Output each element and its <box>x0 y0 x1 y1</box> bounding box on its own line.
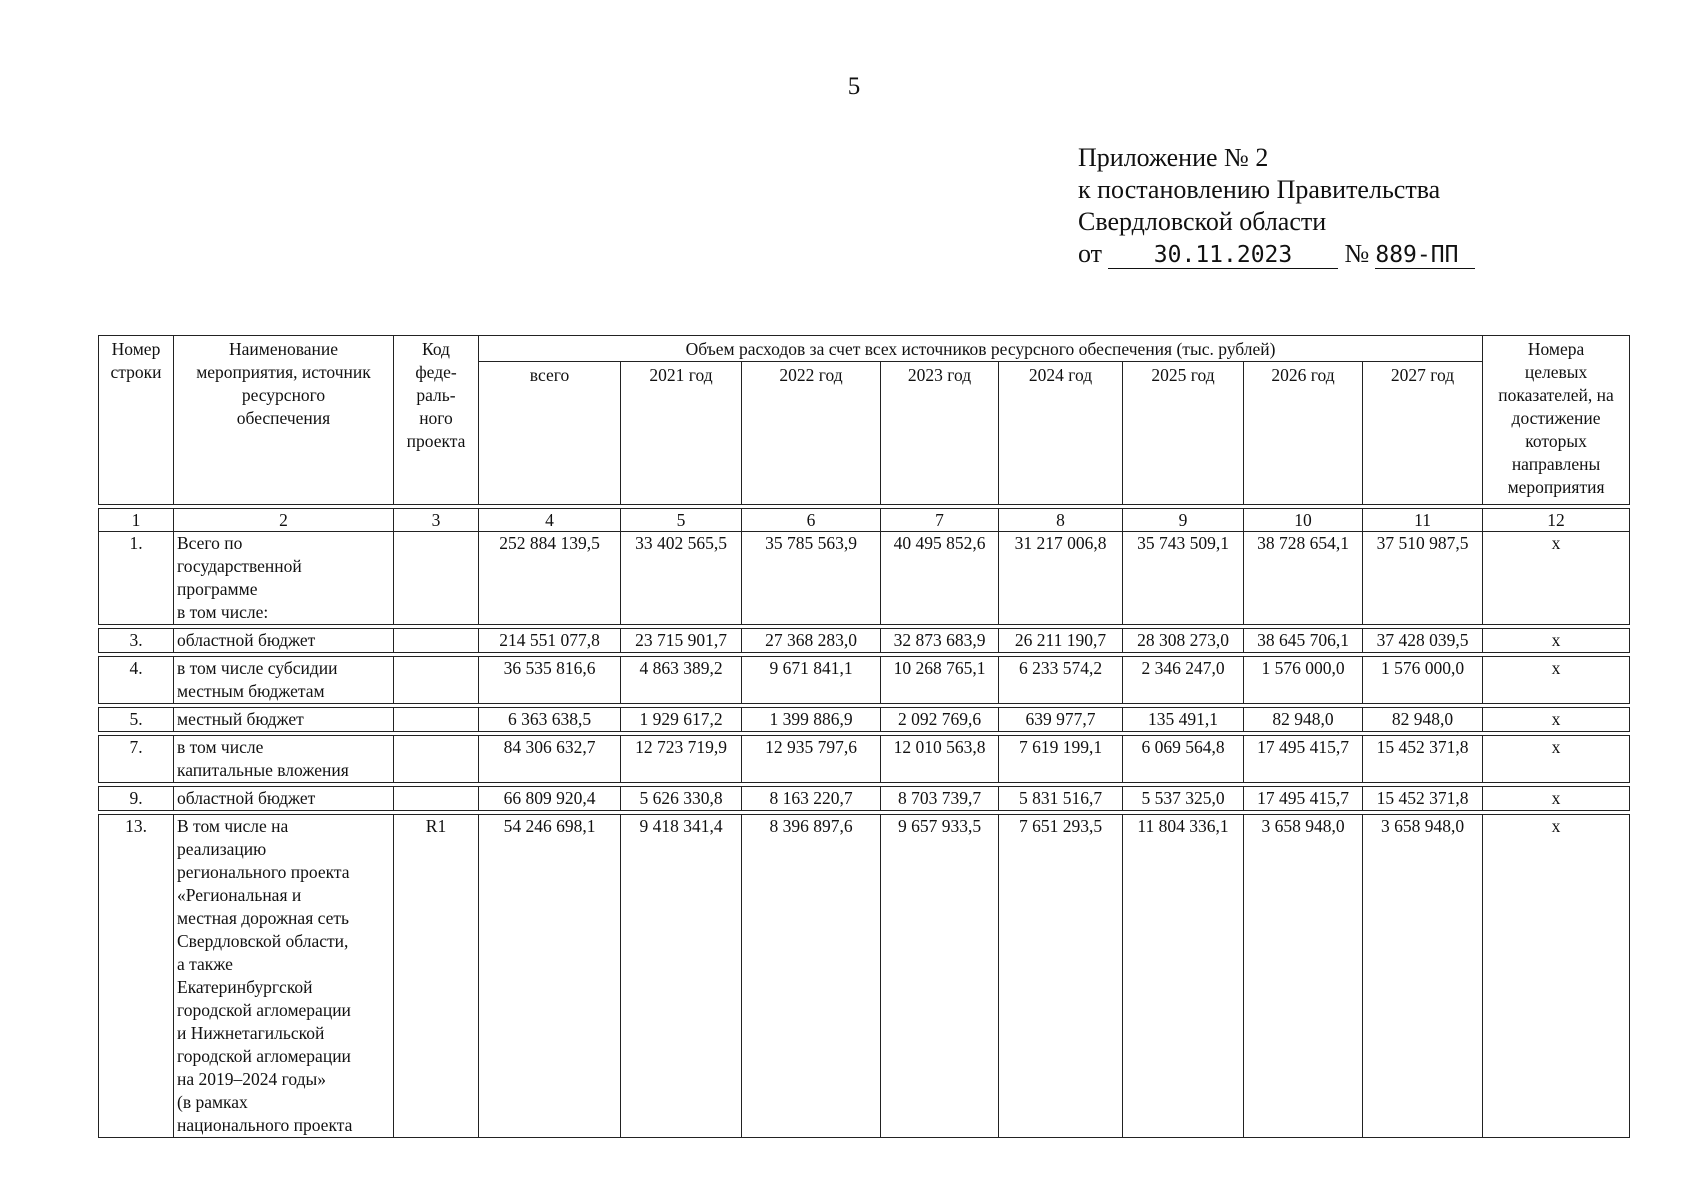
page-number: 5 <box>847 73 861 100</box>
row-code <box>394 787 479 811</box>
row-name-line: В том числе на <box>177 816 289 836</box>
row-value-2024: 26 211 190,7 <box>999 629 1123 653</box>
table-row <box>99 532 1630 625</box>
row-value-2027: 82 948,0 <box>1363 708 1483 732</box>
row-value-total: 252 884 139,5 <box>479 532 621 625</box>
row-value-2026: 82 948,0 <box>1244 708 1363 732</box>
row-number: 13. <box>99 815 174 1138</box>
table-row <box>99 657 1630 704</box>
row-name-line: Екатеринбургской <box>177 977 313 997</box>
table-row <box>99 708 1630 732</box>
budget-table <box>98 335 1630 1138</box>
column-number: 11 <box>1363 509 1483 532</box>
row-value-2023: 9 657 933,5 <box>881 815 999 1138</box>
row-name-line: областной бюджет <box>177 630 316 650</box>
table-row <box>99 815 1630 1138</box>
header-targets-line: целевых <box>1524 362 1588 382</box>
column-number: 1 <box>99 509 174 532</box>
row-target: х <box>1483 629 1630 653</box>
row-value-total: 214 551 077,8 <box>479 629 621 653</box>
row-value-2021: 4 863 389,2 <box>621 657 742 704</box>
row-name-line: местный бюджет <box>177 709 304 729</box>
header-code-line: проекта <box>406 431 466 451</box>
row-value-2022: 35 785 563,9 <box>742 532 881 625</box>
header-year-2023: 2023 год <box>881 362 999 505</box>
row-name-line: реализацию <box>177 839 267 859</box>
row-value-2027: 15 452 371,8 <box>1363 736 1483 783</box>
row-name-line: государственной <box>177 556 302 576</box>
row-value-2021: 23 715 901,7 <box>621 629 742 653</box>
appendix-line-2: к постановлению Правительства <box>1078 175 1441 204</box>
column-number: 6 <box>742 509 881 532</box>
header-targets <box>1483 336 1630 505</box>
row-name-line: национального проекта <box>177 1115 353 1135</box>
row-name-line: на 2019–2024 годы» <box>177 1069 327 1089</box>
table-body <box>99 532 1630 1138</box>
header-code-line: феде- <box>415 362 457 382</box>
row-value-2024: 5 831 516,7 <box>999 787 1123 811</box>
table-row <box>99 736 1630 783</box>
appendix-block <box>1078 142 1475 270</box>
row-name <box>174 532 394 625</box>
header-name-line: обеспечения <box>236 408 331 428</box>
row-name-line: и Нижнетагильской <box>177 1023 325 1043</box>
row-value-2027: 1 576 000,0 <box>1363 657 1483 704</box>
row-name-line: в том числе <box>177 737 264 757</box>
row-code <box>394 657 479 704</box>
row-name-line: областной бюджет <box>177 788 316 808</box>
column-number: 10 <box>1244 509 1363 532</box>
resolution-date: 30.11.2023 <box>1108 242 1338 269</box>
row-value-2021: 1 929 617,2 <box>621 708 742 732</box>
row-name <box>174 787 394 811</box>
row-number: 4. <box>99 657 174 704</box>
row-value-2025: 135 491,1 <box>1123 708 1244 732</box>
row-value-2025: 5 537 325,0 <box>1123 787 1244 811</box>
row-value-total: 54 246 698,1 <box>479 815 621 1138</box>
row-value-2024: 639 977,7 <box>999 708 1123 732</box>
row-value-total: 84 306 632,7 <box>479 736 621 783</box>
row-value-2026: 3 658 948,0 <box>1244 815 1363 1138</box>
row-name-line: местным бюджетам <box>177 681 325 701</box>
row-name-line: «Региональная и <box>177 885 302 905</box>
row-name-line: Всего по <box>177 533 243 553</box>
header-targets-line: которых <box>1525 431 1587 451</box>
header-volume-group: Объем расходов за счет всех источников ресурсного обеспечения (тыс. рублей) <box>479 336 1483 362</box>
column-number: 8 <box>999 509 1123 532</box>
header-name-line: ресурсного <box>241 385 326 405</box>
row-value-2024: 7 651 293,5 <box>999 815 1123 1138</box>
table-row <box>99 787 1630 811</box>
column-number: 2 <box>174 509 394 532</box>
column-number-row <box>99 509 1630 532</box>
row-value-2025: 35 743 509,1 <box>1123 532 1244 625</box>
row-code <box>394 629 479 653</box>
header-targets-line: направлены <box>1511 454 1601 474</box>
header-name-line: мероприятия, источник <box>196 362 371 382</box>
row-name-line: городской агломерации <box>177 1000 351 1020</box>
row-target: х <box>1483 532 1630 625</box>
appendix-line-3: Свердловской области <box>1078 207 1327 236</box>
row-code <box>394 708 479 732</box>
column-number: 3 <box>394 509 479 532</box>
column-number: 4 <box>479 509 621 532</box>
header-code-line: ного <box>419 408 453 428</box>
row-number: 3. <box>99 629 174 653</box>
row-name-line: городской агломерации <box>177 1046 351 1066</box>
row-name <box>174 736 394 783</box>
row-value-2026: 17 495 415,7 <box>1244 787 1363 811</box>
appendix-date-line <box>1078 238 1475 270</box>
row-value-2025: 11 804 336,1 <box>1123 815 1244 1138</box>
row-value-2023: 40 495 852,6 <box>881 532 999 625</box>
row-value-2023: 2 092 769,6 <box>881 708 999 732</box>
row-value-2027: 37 428 039,5 <box>1363 629 1483 653</box>
row-target: х <box>1483 815 1630 1138</box>
row-code: R1 <box>394 815 479 1138</box>
row-value-2025: 6 069 564,8 <box>1123 736 1244 783</box>
row-value-2022: 1 399 886,9 <box>742 708 881 732</box>
row-value-2025: 28 308 273,0 <box>1123 629 1244 653</box>
header-total: всего <box>479 362 621 505</box>
row-target: х <box>1483 657 1630 704</box>
column-number: 5 <box>621 509 742 532</box>
row-value-total: 36 535 816,6 <box>479 657 621 704</box>
row-value-2026: 38 645 706,1 <box>1244 629 1363 653</box>
row-name-line: Свердловской области, <box>177 931 349 951</box>
row-value-2022: 9 671 841,1 <box>742 657 881 704</box>
row-name-line: в том числе: <box>177 602 269 622</box>
row-target: х <box>1483 736 1630 783</box>
row-number: 7. <box>99 736 174 783</box>
table-row <box>99 629 1630 653</box>
header-year-2021: 2021 год <box>621 362 742 505</box>
header-year-2022: 2022 год <box>742 362 881 505</box>
row-name-line: программе <box>177 579 258 599</box>
appendix-title: Приложение № 2 <box>1078 143 1269 172</box>
row-value-2023: 8 703 739,7 <box>881 787 999 811</box>
resolution-number: 889-ПП <box>1375 242 1475 269</box>
header-name <box>174 336 394 505</box>
header-year-2025: 2025 год <box>1123 362 1244 505</box>
column-number: 7 <box>881 509 999 532</box>
row-value-2027: 37 510 987,5 <box>1363 532 1483 625</box>
row-name <box>174 657 394 704</box>
row-value-2024: 6 233 574,2 <box>999 657 1123 704</box>
header-targets-line: достижение <box>1511 408 1601 428</box>
header-year-2026: 2026 год <box>1244 362 1363 505</box>
row-name <box>174 629 394 653</box>
number-label: № <box>1344 239 1370 268</box>
row-value-2027: 15 452 371,8 <box>1363 787 1483 811</box>
row-value-2023: 10 268 765,1 <box>881 657 999 704</box>
header-row-1 <box>99 336 1630 362</box>
row-code <box>394 532 479 625</box>
header-year-2027: 2027 год <box>1363 362 1483 505</box>
row-name <box>174 708 394 732</box>
row-name-line: местная дорожная сеть <box>177 908 349 928</box>
header-code-line: раль- <box>416 385 456 405</box>
row-name-line: (в рамках <box>177 1092 248 1112</box>
header-code-line: Код <box>422 339 450 359</box>
row-value-2021: 33 402 565,5 <box>621 532 742 625</box>
row-number: 9. <box>99 787 174 811</box>
from-label: от <box>1078 239 1103 268</box>
row-value-2024: 7 619 199,1 <box>999 736 1123 783</box>
row-value-total: 66 809 920,4 <box>479 787 621 811</box>
row-value-2027: 3 658 948,0 <box>1363 815 1483 1138</box>
row-value-2025: 2 346 247,0 <box>1123 657 1244 704</box>
header-targets-line: Номера <box>1527 339 1585 359</box>
header-targets-line: мероприятия <box>1507 477 1605 497</box>
row-name-line: а также <box>177 954 233 974</box>
row-value-2023: 12 010 563,8 <box>881 736 999 783</box>
row-number: 1. <box>99 532 174 625</box>
column-number: 12 <box>1483 509 1630 532</box>
row-number: 5. <box>99 708 174 732</box>
row-value-2022: 8 163 220,7 <box>742 787 881 811</box>
header-row-number <box>99 336 174 505</box>
row-value-2026: 17 495 415,7 <box>1244 736 1363 783</box>
row-value-2024: 31 217 006,8 <box>999 532 1123 625</box>
row-target: х <box>1483 787 1630 811</box>
row-value-2026: 38 728 654,1 <box>1244 532 1363 625</box>
row-value-2022: 27 368 283,0 <box>742 629 881 653</box>
row-value-2021: 5 626 330,8 <box>621 787 742 811</box>
row-value-2023: 32 873 683,9 <box>881 629 999 653</box>
header-row-number-line: Номер <box>111 339 161 359</box>
row-value-2021: 12 723 719,9 <box>621 736 742 783</box>
row-code <box>394 736 479 783</box>
header-targets-line: показателей, на <box>1498 385 1614 405</box>
row-value-2026: 1 576 000,0 <box>1244 657 1363 704</box>
row-value-2022: 12 935 797,6 <box>742 736 881 783</box>
row-value-2022: 8 396 897,6 <box>742 815 881 1138</box>
header-year-2024: 2024 год <box>999 362 1123 505</box>
row-name-line: в том числе субсидии <box>177 658 338 678</box>
row-target: х <box>1483 708 1630 732</box>
header-code <box>394 336 479 505</box>
header-name-line: Наименование <box>228 339 339 359</box>
row-name <box>174 815 394 1138</box>
column-number: 9 <box>1123 509 1244 532</box>
row-value-total: 6 363 638,5 <box>479 708 621 732</box>
row-value-2021: 9 418 341,4 <box>621 815 742 1138</box>
header-row-number-line: строки <box>110 362 162 382</box>
row-name-line: капитальные вложения <box>177 760 349 780</box>
row-name-line: регионального проекта <box>177 862 350 882</box>
